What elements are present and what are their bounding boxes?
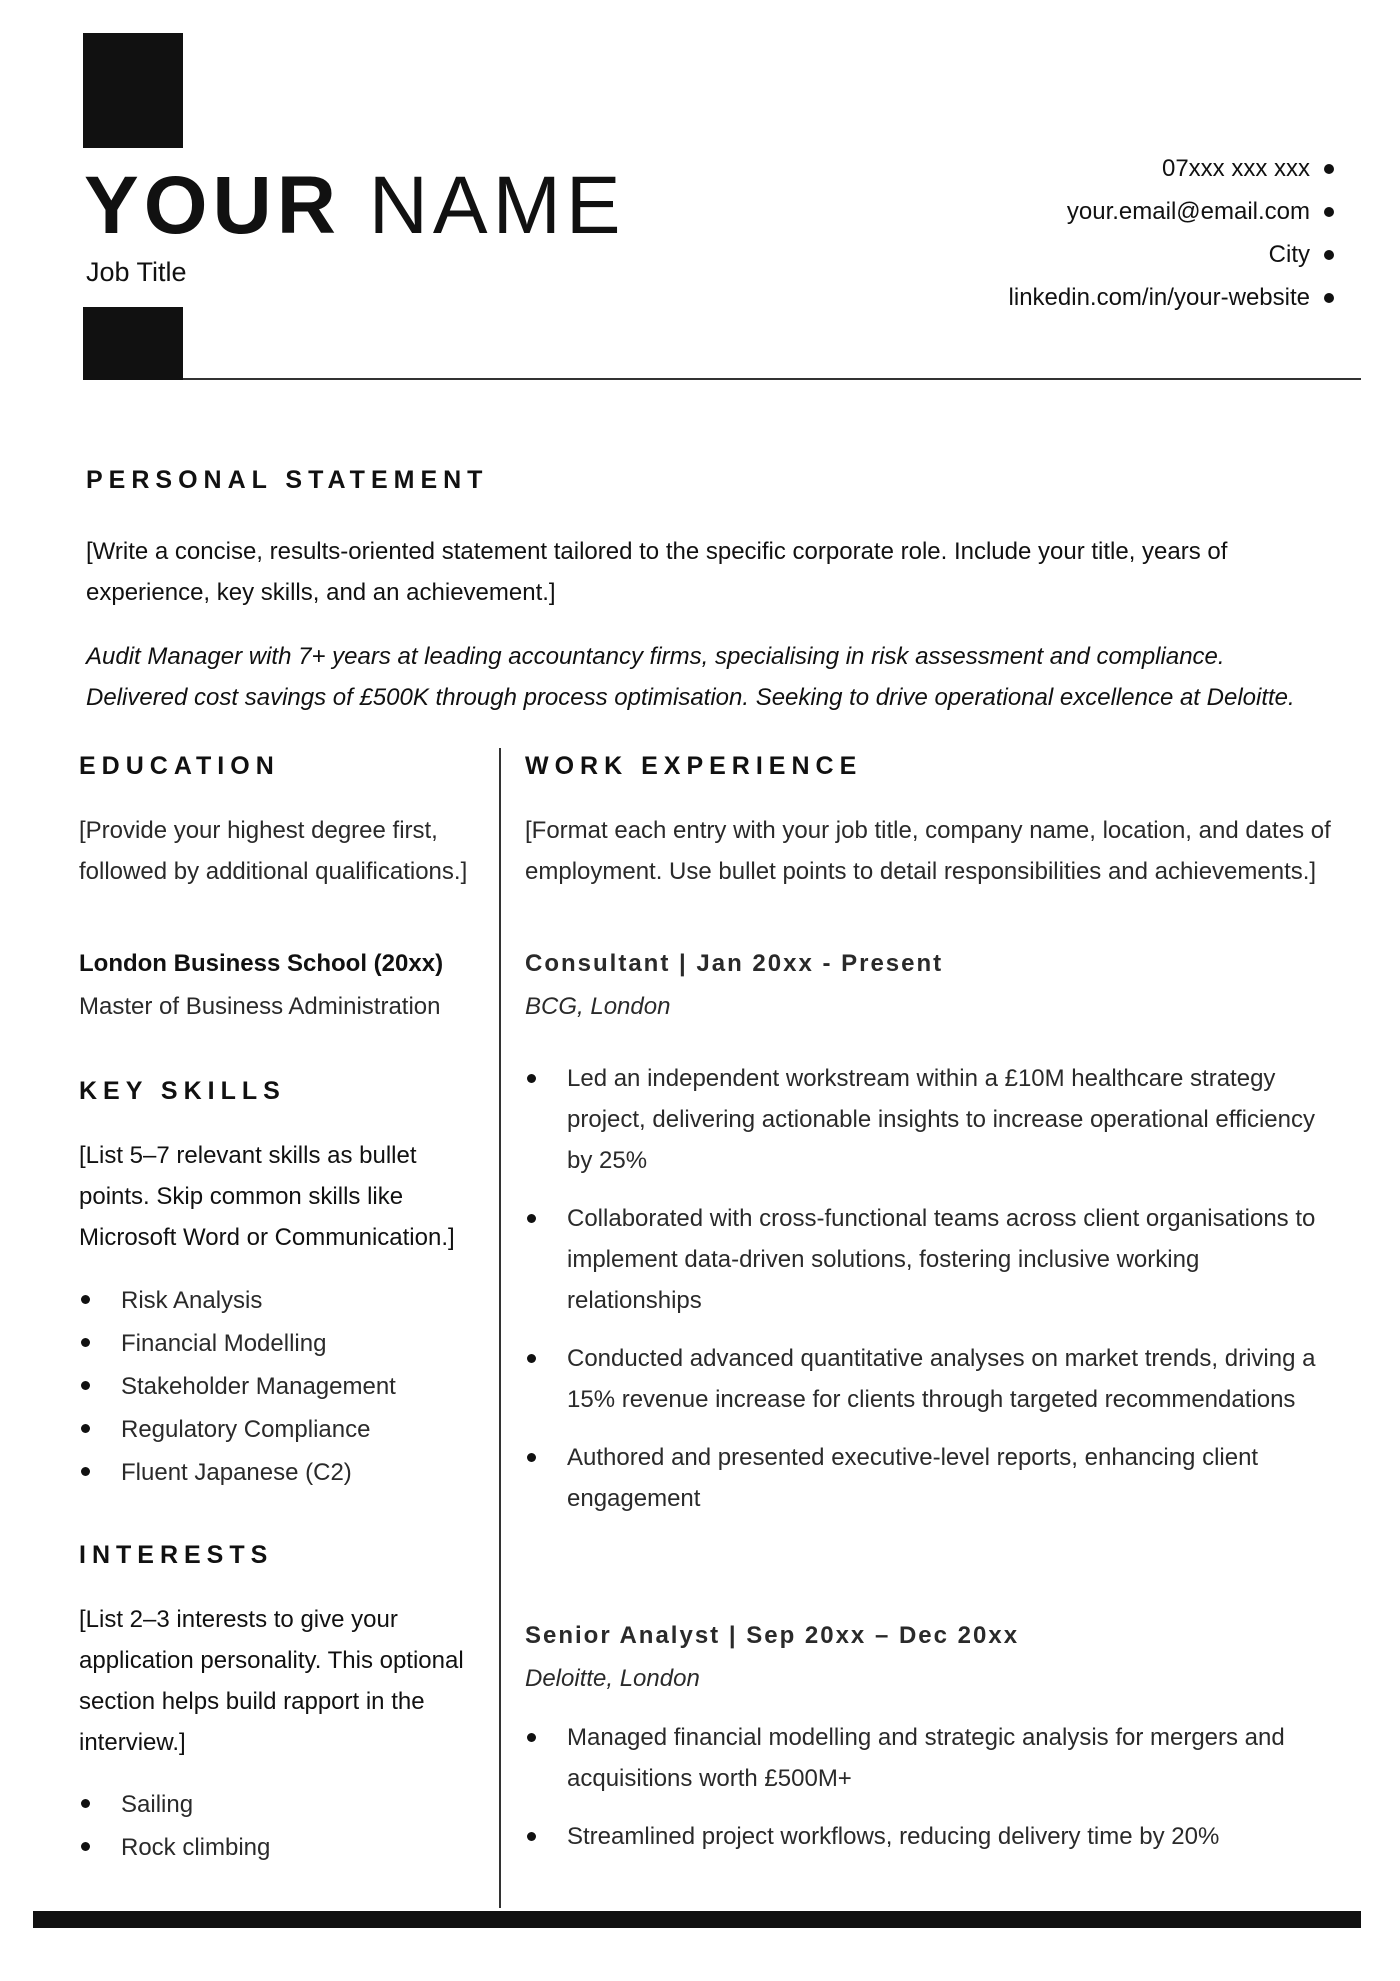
column-divider — [499, 748, 501, 1908]
bullet-icon — [81, 1381, 90, 1390]
key-skills-heading: KEY SKILLS — [79, 1077, 286, 1105]
bullet-icon — [81, 1295, 90, 1304]
education-instruction: [Provide your highest degree first, followed by additional qualifications.] — [79, 817, 468, 885]
header-block-bottom — [83, 307, 183, 380]
candidate-name — [84, 160, 626, 251]
list-item — [79, 1365, 479, 1408]
list-item — [79, 1451, 479, 1494]
contact-list — [680, 147, 1400, 319]
education-degree: Master of Business Administration — [79, 993, 441, 1020]
list-item — [525, 1338, 1325, 1420]
bullet-icon — [1324, 164, 1334, 174]
bullet-icon — [81, 1842, 90, 1851]
name-first: YOUR — [84, 160, 341, 251]
education-heading: EDUCATION — [79, 752, 280, 780]
skill-label: Fluent Japanese (C2) — [121, 1459, 352, 1486]
bullet-icon — [81, 1424, 90, 1433]
list-item — [79, 1826, 479, 1869]
bullet-text: Led an independent workstream within a £10M healthcare strategy project, delivering actionable insights to increase operational efficiency by 25% — [567, 1065, 1315, 1174]
contact-phone-text: 07xxx xxx xxx — [1161, 154, 1310, 182]
personal-statement-example: Audit Manager with 7+ years at leading accountancy firms, specialising in risk assessment and compliance. Delivered cost savings of £500K through process optimisation. Seeking to drive operational excellence at Deloitte. — [86, 643, 1295, 711]
bullet-text: Collaborated with cross-functional teams across client organisations to implement data-driven solutions, fostering inclusive working relationships — [567, 1205, 1316, 1314]
interest-label: Sailing — [121, 1791, 194, 1818]
bullet-text: Conducted advanced quantitative analyses on market trends, driving a 15% revenue increase for clients through targeted recommendations — [567, 1345, 1316, 1413]
bullet-text: Authored and presented executive-level reports, enhancing client engagement — [567, 1444, 1259, 1512]
contact-email — [680, 190, 1400, 233]
contact-email-text: your.email@email.com — [1066, 197, 1310, 225]
contact-city — [680, 233, 1400, 276]
bullet-text: Managed financial modelling and strategic analysis for mergers and acquisitions worth £500M+ — [567, 1724, 1285, 1792]
list-item — [525, 1437, 1325, 1519]
education-school: London Business School (20xx) — [79, 950, 444, 977]
interest-label: Rock climbing — [121, 1834, 271, 1861]
skill-label: Risk Analysis — [121, 1287, 263, 1314]
bullet-icon — [527, 1354, 536, 1363]
personal-statement-heading: PERSONAL STATEMENT — [86, 466, 489, 494]
job-2-bullets — [525, 1717, 1325, 1874]
bullet-icon — [527, 1453, 536, 1462]
job-2-title: Senior Analyst | Sep 20xx – Dec 20xx — [525, 1622, 1020, 1649]
bullet-icon — [81, 1338, 90, 1347]
bullet-icon — [527, 1074, 536, 1083]
job-2-company: Deloitte, London — [525, 1665, 700, 1692]
list-item — [79, 1279, 479, 1322]
list-item — [79, 1783, 479, 1826]
name-last: NAME — [368, 160, 626, 251]
bullet-icon — [527, 1832, 536, 1841]
list-item — [525, 1717, 1325, 1799]
footer-bar — [33, 1911, 1361, 1928]
interests-heading: INTERESTS — [79, 1541, 274, 1569]
job-1-company: BCG, London — [525, 993, 671, 1020]
contact-city-text: City — [1268, 240, 1310, 268]
bullet-icon — [1324, 293, 1334, 303]
job-1-title: Consultant | Jan 20xx - Present — [525, 950, 944, 977]
contact-linkedin — [680, 276, 1400, 319]
bullet-text: Streamlined project workflows, reducing delivery time by 20% — [567, 1823, 1220, 1850]
bullet-icon — [527, 1733, 536, 1742]
key-skills-instruction: [List 5–7 relevant skills as bullet points. Skip common skills like Microsoft Word or Communication.] — [79, 1142, 455, 1251]
bullet-icon — [1324, 250, 1334, 260]
bullet-icon — [81, 1467, 90, 1476]
job-1-bullets — [525, 1058, 1325, 1536]
list-item — [525, 1816, 1325, 1857]
contact-linkedin-text: linkedin.com/in/your-website — [1008, 283, 1310, 311]
contact-phone — [680, 147, 1400, 190]
interests-instruction: [List 2–3 interests to give your application personality. This optional section helps build rapport in the interview.] — [79, 1606, 464, 1756]
work-experience-instruction: [Format each entry with your job title, company name, location, and dates of employment. Use bullet points to detail responsibilities and achievements.] — [525, 817, 1331, 885]
header-block-top — [83, 33, 183, 148]
list-item — [525, 1198, 1325, 1321]
interests-list — [79, 1783, 479, 1869]
bullet-icon — [527, 1214, 536, 1223]
list-item — [79, 1408, 479, 1451]
work-experience-heading: WORK EXPERIENCE — [525, 752, 863, 780]
skill-label: Regulatory Compliance — [121, 1416, 371, 1443]
key-skills-list — [79, 1279, 479, 1494]
list-item — [79, 1322, 479, 1365]
skill-label: Stakeholder Management — [121, 1373, 396, 1400]
job-title: Job Title — [86, 257, 187, 287]
skill-label: Financial Modelling — [121, 1330, 327, 1357]
personal-statement-instruction: [Write a concise, results-oriented statement tailored to the specific corporate role. Include your title, years of experience, key skills, and an achievement.] — [86, 538, 1228, 606]
header-divider — [183, 378, 1361, 380]
bullet-icon — [81, 1799, 90, 1808]
bullet-icon — [1324, 207, 1334, 217]
list-item — [525, 1058, 1325, 1181]
